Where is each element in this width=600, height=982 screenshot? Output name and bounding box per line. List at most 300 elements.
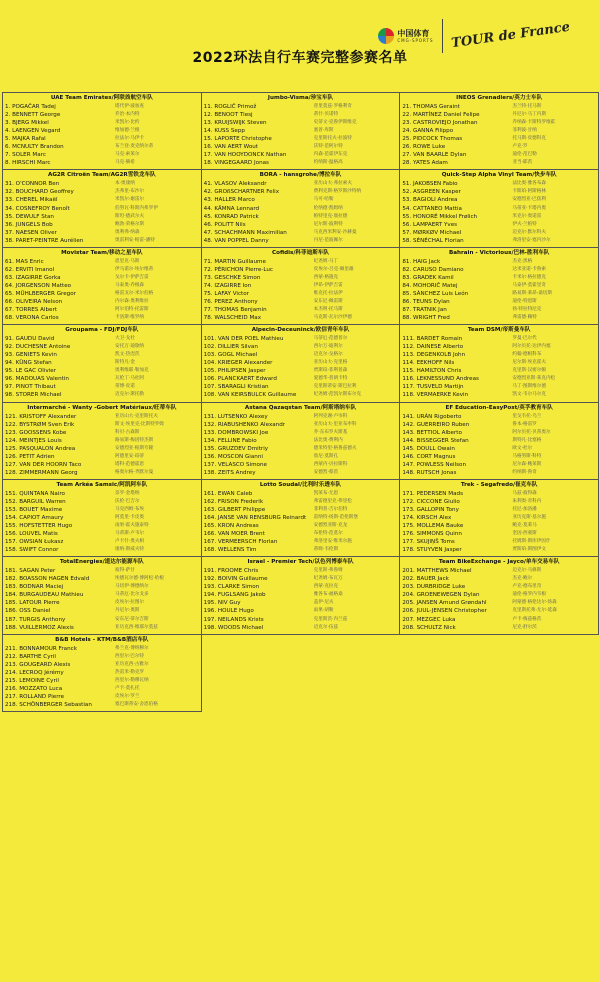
rider-chinese-name: 凯莱布·尤恩 bbox=[313, 490, 339, 496]
rider-row bbox=[402, 437, 596, 445]
rider-chinese-name: 西蒙·克拉克 bbox=[313, 584, 339, 590]
rider-row bbox=[402, 103, 596, 111]
team-name: Team BikeExchange - Jayco/单车交易车队 bbox=[438, 559, 560, 566]
rider-chinese-name: 马切伊·博德纳尔 bbox=[115, 584, 149, 590]
rider-chinese-name: 布伦特·范莫尔 bbox=[313, 531, 343, 537]
rider-name: 181. SAGAN Peter bbox=[5, 568, 56, 575]
rider-chinese-name: 里戈韦托·乌兰 bbox=[512, 413, 542, 419]
rider-chinese-name: 马克·赫希 bbox=[115, 160, 135, 166]
rider-chinese-name: 鲍克·莫莱马 bbox=[512, 523, 537, 529]
rider-name: 62. ERVITI Imanol bbox=[5, 266, 55, 273]
rider-chinese-name: 法比奥·费利内 bbox=[313, 437, 343, 443]
rider-name: 145. DOULL Owain bbox=[402, 445, 455, 452]
rider-chinese-name: 彼得·萨甘 bbox=[115, 568, 135, 574]
rider-row bbox=[5, 351, 199, 359]
rider-chinese-name: 卢卡·莫扎托 bbox=[115, 685, 140, 691]
rider-name: 196. HOULE Hugo bbox=[203, 608, 254, 615]
rider-name: 176. SIMMONS Quinn bbox=[402, 531, 462, 538]
rider-row bbox=[402, 421, 596, 429]
rider-name: 168. WELLENS Tim bbox=[203, 547, 257, 554]
rider-row bbox=[402, 583, 596, 591]
team-row bbox=[2, 634, 598, 711]
rider-name: 142. GUERREIRO Ruben bbox=[402, 421, 470, 428]
team-name: Quick-Step Alpha Vinyl Team/快步车队 bbox=[441, 172, 557, 179]
rider-name: 38. PARET-PEINTRE Aurélien bbox=[5, 237, 84, 244]
rider-name: 114. EEKHOFF Nils bbox=[402, 360, 455, 367]
rider-name: 183. BODNAR Maciej bbox=[5, 584, 64, 591]
rider-row bbox=[5, 180, 199, 188]
rider-chinese-name: 米克尔·奥诺雷 bbox=[512, 213, 542, 219]
rider-chinese-name: 托马斯·皮德科克 bbox=[512, 136, 546, 142]
rider-chinese-name: 拉法尔·马伊卡 bbox=[115, 136, 145, 142]
rider-chinese-name: 马泰奥·乔根森 bbox=[115, 282, 145, 288]
rider-name: 175. MOLLEMA Bauke bbox=[402, 523, 464, 530]
rider-chinese-name: 卡米尔·格拉德克 bbox=[512, 274, 546, 280]
team-name: Lotto Soudal/比利时乐透车队 bbox=[259, 481, 342, 488]
rider-name: 206. JUUL-JENSEN Christopher bbox=[402, 608, 487, 615]
rider-chinese-name: 阿尔贝托·贝蒂奥尔 bbox=[512, 429, 551, 435]
rider-name: 171. PEDERSEN Mads bbox=[402, 490, 463, 497]
rider-name: 47. SCHACHMANN Maximilian bbox=[203, 229, 287, 236]
rider-chinese-name: 雨果·霍夫施泰特 bbox=[115, 523, 149, 529]
rider-chinese-name: 伊夫·兰帕特 bbox=[512, 221, 537, 227]
rider-row bbox=[5, 599, 199, 607]
rider-name: 208. SCHULTZ Nick bbox=[402, 624, 456, 631]
team-card bbox=[399, 324, 599, 402]
rider-chinese-name: 西尔万·迪利尔 bbox=[313, 344, 343, 350]
rider-chinese-name: 迈克尔·伍兹 bbox=[313, 624, 339, 630]
rider-chinese-name: 马泰伊·莫霍里奇 bbox=[512, 282, 546, 288]
team-roster-grid bbox=[2, 92, 598, 711]
rider-row bbox=[204, 624, 398, 632]
tour-de-france-logo: TOUR de France bbox=[449, 19, 571, 52]
rider-row bbox=[5, 343, 199, 351]
rider-name: 134. FELLINE Fabio bbox=[203, 437, 257, 444]
rider-row bbox=[5, 205, 199, 213]
rider-chinese-name: 卡洛斯·维罗纳 bbox=[115, 315, 145, 321]
rider-name: 28. YATES Adam bbox=[402, 160, 448, 167]
rider-chinese-name: 安德烈亚斯·克龙 bbox=[313, 523, 348, 529]
rider-row bbox=[402, 469, 596, 477]
rider-chinese-name: 弗雷德里克·弗里松 bbox=[313, 498, 352, 504]
rider-name: 153. BOUET Maxime bbox=[5, 506, 63, 513]
cmg-logo-text: 中国体育 bbox=[397, 29, 430, 38]
rider-row bbox=[204, 530, 398, 538]
rider-chinese-name: 伊昂·伊萨吉雷 bbox=[313, 282, 343, 288]
rider-chinese-name: 塞普·库斯 bbox=[313, 128, 334, 134]
rider-chinese-name: 伯努瓦·科斯内弗罗伊 bbox=[115, 205, 158, 211]
rider-name: 182. BOASSON HAGEN Edvald bbox=[5, 576, 90, 583]
rider-row bbox=[204, 413, 398, 421]
rider-name: 48. VAN POPPEL Danny bbox=[203, 237, 269, 244]
rider-row bbox=[402, 180, 596, 188]
rider-chinese-name: 亚历克斯·基尔施 bbox=[512, 515, 546, 521]
rider-row bbox=[204, 314, 398, 322]
rider-chinese-name: 鲍勃·荣格尔斯 bbox=[115, 221, 145, 227]
rider-chinese-name: 迈克尔·斯托勒 bbox=[115, 392, 145, 398]
rider-chinese-name: 塔科·范德霍恩 bbox=[115, 461, 145, 467]
rider-chinese-name: 罗曼·巴尔代 bbox=[512, 336, 537, 342]
rider-name: 97. PINOT Thibaut bbox=[5, 384, 56, 391]
team-card bbox=[399, 169, 599, 247]
rider-name: 31. O'CONNOR Ben bbox=[5, 181, 60, 188]
rider-row bbox=[5, 437, 199, 445]
rider-chinese-name: 安东尼·蒂尔吉斯 bbox=[115, 616, 149, 622]
team-card bbox=[201, 247, 401, 325]
rider-name: 65. MÜHLBERGER Gregor bbox=[5, 290, 76, 297]
team-card bbox=[399, 479, 599, 557]
rider-row bbox=[204, 383, 398, 391]
rider-row bbox=[5, 575, 199, 583]
rider-row bbox=[5, 266, 199, 274]
rider-chinese-name: 托姆斯·斯库伊因什 bbox=[512, 539, 551, 545]
rider-row bbox=[402, 567, 596, 575]
rider-row bbox=[402, 599, 596, 607]
rider-chinese-name: 维加德·兰根 bbox=[115, 128, 140, 134]
rider-name: 71. MARTIN Guillaume bbox=[203, 258, 266, 265]
rider-chinese-name: 弗雷德·赖特 bbox=[512, 315, 537, 321]
rider-name: 131. LUTSENKO Alexey bbox=[203, 413, 268, 420]
rider-row bbox=[402, 351, 596, 359]
cmg-sports-logo bbox=[378, 28, 433, 44]
rider-chinese-name: 普里莫兹·罗格利奇 bbox=[313, 104, 352, 109]
rider-row bbox=[402, 188, 596, 196]
rider-row bbox=[402, 306, 596, 314]
rider-chinese-name: 亚历克西·古雅尔 bbox=[115, 661, 149, 667]
rider-name: 207. MEZGEC Luka bbox=[402, 616, 456, 623]
team-card bbox=[2, 634, 202, 712]
rider-row bbox=[204, 538, 398, 546]
rider-name: 41. VLASOV Aleksandr bbox=[203, 181, 267, 188]
rider-name: 18. VINGEGAARD Jonas bbox=[203, 160, 269, 167]
rider-row bbox=[5, 538, 199, 546]
rider-name: 45. KONRAD Patrick bbox=[203, 213, 259, 220]
rider-name: 204. GROENEWEGEN Dylan bbox=[402, 592, 480, 599]
rider-chinese-name: 戈尔卡·伊萨吉雷 bbox=[115, 274, 149, 280]
rider-row bbox=[204, 514, 398, 522]
team-card bbox=[2, 169, 202, 247]
rider-name: 143. BETTIOL Alberto bbox=[402, 429, 462, 436]
rider-name: 98. STORER Michael bbox=[5, 392, 62, 399]
team-name: Cofidis/科菲迪斯车队 bbox=[272, 249, 329, 256]
rider-name: 188. VUILLERMOZ Alexis bbox=[5, 624, 74, 631]
rider-row bbox=[5, 421, 199, 429]
rider-chinese-name: 菲利波·甘纳 bbox=[512, 128, 537, 134]
rider-name: 4. LAENGEN Vegard bbox=[5, 128, 61, 135]
rider-chinese-name: 马克西姆·布埃 bbox=[115, 506, 145, 512]
rider-row bbox=[204, 135, 398, 143]
rider-chinese-name: 雨果·胡勒 bbox=[313, 608, 334, 614]
rider-row bbox=[5, 685, 199, 693]
team-card bbox=[201, 402, 401, 480]
rider-row bbox=[204, 607, 398, 615]
rider-row bbox=[204, 196, 398, 204]
rider-chinese-name: 布兰登·麦克纳尔蒂 bbox=[115, 144, 154, 150]
team-card bbox=[2, 324, 202, 402]
team-card bbox=[201, 324, 401, 402]
rider-chinese-name: 亚历山大·里亚布申科 bbox=[313, 421, 357, 427]
rider-row bbox=[204, 237, 398, 245]
team-row bbox=[2, 556, 598, 633]
rider-row bbox=[204, 213, 398, 221]
team-card bbox=[201, 92, 401, 170]
rider-chinese-name: 路易斯·梅因特杰斯 bbox=[115, 437, 154, 443]
rider-name: 151. QUINTANA Nairo bbox=[5, 490, 65, 497]
rider-row bbox=[5, 701, 199, 709]
rider-chinese-name: 尼尔斯·波利特 bbox=[313, 221, 343, 227]
rider-name: 128. ZIMMERMANN Georg bbox=[5, 469, 78, 476]
rider-row bbox=[5, 127, 199, 135]
rider-row bbox=[204, 229, 398, 237]
rider-chinese-name: 卢卡·梅兹格茨 bbox=[512, 616, 542, 622]
rider-chinese-name: 约纳斯·温格高 bbox=[313, 160, 343, 166]
rider-row bbox=[5, 653, 199, 661]
rider-chinese-name: 迈克尔·默尔科夫 bbox=[512, 229, 546, 235]
rider-row bbox=[204, 490, 398, 498]
rider-chinese-name: 斯特凡·比塞格 bbox=[512, 437, 542, 443]
rider-name: 1. POGAČAR Tadej bbox=[5, 104, 56, 110]
rider-chinese-name: 瓦伦丁·马杜阿 bbox=[115, 376, 145, 382]
rider-row bbox=[5, 143, 199, 151]
rider-row bbox=[5, 306, 199, 314]
cmg-logo-subtext: CMG·SPORTS bbox=[397, 38, 434, 43]
rider-chinese-name: 皮埃尔·罗兰 bbox=[115, 693, 140, 699]
rider-name: 3. BJERG Mikkel bbox=[5, 120, 49, 127]
rider-chinese-name: 恩里克·马斯 bbox=[115, 258, 140, 264]
rider-chinese-name: 沃伦·巴吉尔 bbox=[115, 498, 140, 504]
rider-chinese-name: 盖伊·尼夫 bbox=[313, 600, 334, 606]
rider-chinese-name: 纪尧姆·范凯尔斯布尔克 bbox=[313, 392, 362, 398]
rider-row bbox=[402, 282, 596, 290]
rider-name: 187. TURGIS Anthony bbox=[5, 616, 66, 623]
rider-row bbox=[204, 119, 398, 127]
rider-chinese-name: 约翰·德根科布 bbox=[512, 352, 542, 358]
rider-chinese-name: 史蒂文·克鲁伊斯维克 bbox=[313, 120, 357, 126]
rider-name: 186. OSS Daniel bbox=[5, 608, 51, 615]
rider-row bbox=[204, 522, 398, 530]
rider-row bbox=[204, 221, 398, 229]
rider-chinese-name: 迪伦·特恩斯 bbox=[512, 298, 537, 304]
rider-name: 95. LE GAC Olivier bbox=[5, 368, 56, 375]
rider-name: 195. NIV Guy bbox=[203, 600, 241, 607]
team-name: Team Arkéa Samsic/阿凯阿车队 bbox=[56, 481, 148, 488]
rider-chinese-name: 约纳斯·鲁奇 bbox=[512, 469, 537, 475]
rider-row bbox=[5, 335, 199, 343]
rider-chinese-name: 阿尔贝托·达伊内塞 bbox=[512, 344, 551, 350]
rider-row bbox=[402, 359, 596, 367]
rider-name: 94. KÜNG Stefan bbox=[5, 360, 52, 367]
rider-chinese-name: 尼尔斯·埃克霍夫 bbox=[512, 360, 546, 366]
rider-row bbox=[402, 135, 596, 143]
rider-chinese-name: 迪伦·范巴勒 bbox=[512, 152, 537, 158]
rider-name: 156. LOUVEL Matis bbox=[5, 531, 58, 538]
rider-name: 136. MOSCON Gianni bbox=[203, 453, 263, 460]
rider-chinese-name: 内森·范霍伊东克 bbox=[313, 152, 348, 158]
rider-chinese-name: 马克西米利安·沙赫曼 bbox=[313, 229, 357, 235]
rider-chinese-name: 凯文·热涅茨 bbox=[115, 352, 140, 358]
rider-row bbox=[204, 351, 398, 359]
rider-row bbox=[402, 538, 596, 546]
rider-chinese-name: 纪尧姆·马丁 bbox=[313, 258, 339, 264]
rider-row bbox=[204, 151, 398, 159]
rider-chinese-name: 费利克斯·格罗斯沙特纳 bbox=[313, 189, 362, 195]
rider-name: 68. VERONA Carlos bbox=[5, 315, 59, 322]
rider-name: 111. BARDET Romain bbox=[402, 336, 463, 343]
rider-name: 42. GROßSCHARTNER Felix bbox=[203, 189, 280, 196]
rider-name: 122. BYSTRØM Sven Erik bbox=[5, 421, 75, 428]
rider-name: 141. URÁN Rigoberto bbox=[402, 413, 462, 420]
rider-chinese-name: 迪伦·格罗内韦根 bbox=[512, 592, 546, 598]
rider-name: 53. BAGIOLI Andrea bbox=[402, 197, 458, 204]
rider-chinese-name: 安德烈亚斯·莱克内松 bbox=[512, 376, 556, 382]
rider-chinese-name: 马克·索莱尔 bbox=[115, 152, 140, 158]
rider-row bbox=[402, 213, 596, 221]
rider-name: 6. MCNULTY Brandon bbox=[5, 144, 64, 151]
rider-row bbox=[204, 575, 398, 583]
rider-chinese-name: 丹尼尔·奥斯 bbox=[115, 608, 140, 614]
rider-name: 72. PÉRICHON Pierre-Luc bbox=[203, 266, 273, 273]
rider-name: 178. STUYVEN Jasper bbox=[402, 547, 462, 554]
rider-row bbox=[204, 290, 398, 298]
team-card bbox=[201, 479, 401, 557]
rider-chinese-name: 克里斯托夫·拉波特 bbox=[313, 136, 352, 142]
rider-row bbox=[5, 429, 199, 437]
rider-name: 197. NEILANDS Krists bbox=[203, 616, 264, 623]
team-name: BORA - hansgrohe/博拉车队 bbox=[259, 172, 342, 179]
rider-row bbox=[204, 421, 398, 429]
rider-chinese-name: 安德烈·蔡茨 bbox=[313, 469, 339, 475]
rider-name: 185. LATOUR Pierre bbox=[5, 600, 60, 607]
rider-name: 46. POLITT Nils bbox=[203, 221, 246, 228]
rider-name: 214. LECROQ Jérémy bbox=[5, 669, 64, 676]
rider-name: 73. GESCHKE Simon bbox=[203, 274, 261, 281]
rider-chinese-name: 鲁本·格雷罗 bbox=[512, 421, 537, 427]
rider-row bbox=[204, 127, 398, 135]
rider-chinese-name: 纪尧姆·布瓦万 bbox=[313, 576, 343, 582]
rider-chinese-name: 路易斯·莱昂·桑切斯 bbox=[512, 290, 553, 296]
rider-name: 66. OLIVEIRA Nelson bbox=[5, 298, 63, 305]
rider-row bbox=[402, 490, 596, 498]
rider-name: 132. RIABUSHENKO Alexandr bbox=[203, 421, 286, 428]
rider-name: 81. HAIG Jack bbox=[402, 258, 441, 265]
rider-name: 193. CLARKE Simon bbox=[203, 584, 260, 591]
rider-chinese-name: 亚当·耶茨 bbox=[512, 160, 533, 166]
rider-chinese-name: 凯文·韦尔马尔克 bbox=[512, 392, 546, 398]
rider-chinese-name: 斯特凡·金 bbox=[115, 360, 135, 366]
rider-chinese-name: 卢卡什·奥夫相 bbox=[115, 539, 145, 545]
rider-chinese-name: 大卫·戈杜 bbox=[115, 336, 135, 342]
team-name: Israel - Premier Tech/以色列博泰车队 bbox=[247, 559, 354, 566]
rider-chinese-name: 雅各布·福格桑 bbox=[313, 592, 343, 598]
rider-row bbox=[5, 514, 199, 522]
rider-row bbox=[402, 575, 596, 583]
rider-row bbox=[204, 429, 398, 437]
team-card bbox=[399, 247, 599, 325]
rider-name: 137. VELASCO Simone bbox=[203, 461, 267, 468]
rider-chinese-name: 本杰明·托马斯 bbox=[313, 307, 343, 313]
rider-name: 115. HAMILTON Chris bbox=[402, 368, 462, 375]
rider-chinese-name: 马蒂厄·范德普尔 bbox=[313, 336, 348, 342]
rider-name: 74. IZAGIRRE Ion bbox=[203, 282, 252, 289]
rider-row bbox=[402, 111, 596, 119]
rider-name: 192. BOIVIN Guillaume bbox=[203, 576, 268, 583]
rider-row bbox=[5, 469, 199, 477]
rider-row bbox=[5, 229, 199, 237]
rider-chinese-name: 热雷米·勒克罗 bbox=[115, 669, 145, 675]
team-card bbox=[2, 247, 202, 325]
rider-name: 126. PETIT Adrien bbox=[5, 453, 55, 460]
rider-row bbox=[204, 359, 398, 367]
cmg-logo-icon bbox=[378, 28, 394, 44]
rider-chinese-name: 斯文·埃里克·比斯特罗姆 bbox=[115, 421, 164, 427]
rider-name: 133. DOMBROWSKI Joe bbox=[203, 429, 269, 436]
rider-row bbox=[5, 111, 199, 119]
rider-row bbox=[5, 522, 199, 530]
rider-name: 91. GAUDU David bbox=[5, 336, 55, 343]
rider-chinese-name: 朱利奥·奇科内 bbox=[512, 498, 542, 504]
rider-name: 107. SBARAGLI Kristian bbox=[203, 384, 269, 391]
rider-name: 93. GENIETS Kevin bbox=[5, 352, 57, 359]
rider-row bbox=[5, 669, 199, 677]
rider-row bbox=[402, 616, 596, 624]
page-title: 2022环法自行车赛完整参赛名单 bbox=[192, 50, 408, 66]
rider-name: 58. SÉNÉCHAL Florian bbox=[402, 237, 464, 244]
rider-name: 155. HOFSTETTER Hugo bbox=[5, 523, 73, 530]
rider-chinese-name: 卡斯珀·阿斯格林 bbox=[512, 189, 546, 195]
rider-chinese-name: 马蒂亚·卡塔内奥 bbox=[512, 205, 546, 211]
team-card bbox=[399, 556, 599, 634]
rider-row bbox=[402, 445, 596, 453]
rider-chinese-name: 马丁·图斯维尔德 bbox=[512, 384, 546, 390]
rider-row bbox=[5, 567, 199, 575]
rider-row bbox=[204, 391, 398, 399]
rider-chinese-name: 奥雷利安·帕雷-潘特 bbox=[115, 237, 155, 243]
rider-name: 75. LAFAY Victor bbox=[203, 290, 249, 297]
rider-name: 201. MATTHEWS Michael bbox=[402, 568, 472, 575]
rider-chinese-name: 本·奥康纳 bbox=[115, 181, 135, 187]
rider-row bbox=[5, 367, 199, 375]
rider-chinese-name: 马克斯·瓦尔沙伊德 bbox=[313, 315, 352, 321]
rider-name: 55. HONORÉ Mikkel Frølich bbox=[402, 213, 478, 220]
rider-name: 116. LEKNESSUND Andreas bbox=[402, 376, 479, 383]
rider-chinese-name: 法比奥·雅各布森 bbox=[512, 181, 546, 187]
rider-chinese-name: 埃德瓦尔德·博阿松·哈根 bbox=[115, 576, 164, 582]
rider-row bbox=[204, 205, 398, 213]
rider-chinese-name: 卢克·德布里奇 bbox=[512, 584, 542, 590]
rider-name: 5. MAJKA Rafal bbox=[5, 136, 46, 143]
rider-row bbox=[5, 159, 199, 167]
rider-chinese-name: 克里斯托弗·尤尔-延森 bbox=[512, 608, 557, 614]
rider-row bbox=[402, 290, 596, 298]
rider-chinese-name: 米凯尔·比约 bbox=[115, 120, 140, 126]
rider-name: 211. BONNAMOUR Franck bbox=[5, 645, 77, 652]
rider-row bbox=[204, 159, 398, 167]
rider-row bbox=[5, 624, 199, 632]
rider-name: 43. HALLER Marco bbox=[203, 197, 255, 204]
rider-name: 218. SCHÖNBERGER Sebastian bbox=[5, 701, 92, 708]
rider-chinese-name: 奈罗·金塔纳 bbox=[115, 490, 140, 496]
team-name: TotalEnergies/道达尔能源车队 bbox=[59, 559, 144, 566]
team-row bbox=[2, 169, 598, 246]
team-name: INEOS Grenadiers/英力士车队 bbox=[456, 95, 543, 101]
rider-name: 64. JORGENSON Matteo bbox=[5, 282, 72, 289]
rider-row bbox=[402, 461, 596, 469]
rider-name: 23. CASTROVIEJO Jonathan bbox=[402, 120, 478, 127]
rider-row bbox=[402, 367, 596, 375]
rider-row bbox=[5, 119, 199, 127]
rider-row bbox=[402, 229, 596, 237]
rider-name: 184. BURGAUDEAU Mathieu bbox=[5, 592, 84, 599]
